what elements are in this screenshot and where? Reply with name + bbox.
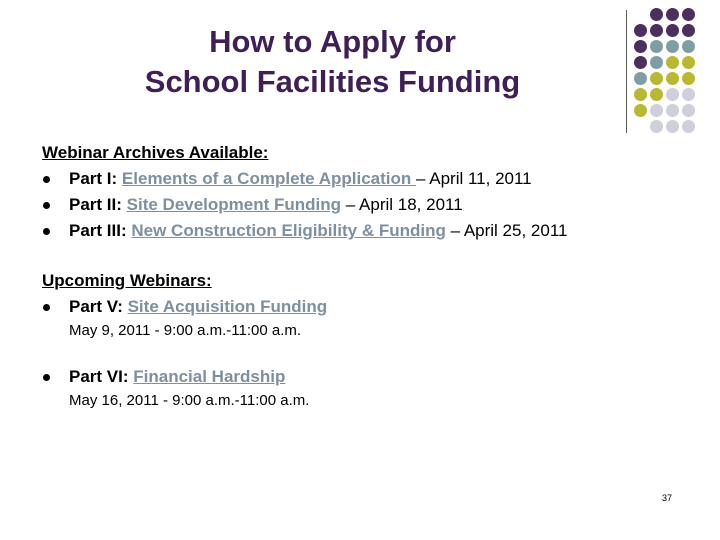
archive-link[interactable]: Site Development Funding — [126, 195, 342, 214]
decorative-dot — [666, 8, 679, 21]
decorative-dot — [634, 72, 647, 85]
decorative-dot — [650, 56, 663, 69]
decorative-dot — [682, 120, 695, 133]
archive-date: – April 25, 2011 — [450, 221, 568, 240]
upcoming-schedule: May 16, 2011 - 9:00 a.m.-11:00 a.m. — [69, 392, 310, 409]
upcoming-item-2 — [42, 364, 702, 390]
archive-date: – April 11, 2011 — [416, 169, 532, 188]
decorative-dot — [666, 104, 679, 117]
bullet-icon — [43, 228, 50, 235]
archive-item-3 — [42, 218, 702, 244]
decorative-divider — [626, 10, 627, 133]
decorative-dot — [682, 104, 695, 117]
bullet-icon — [43, 374, 50, 381]
decorative-dot — [682, 72, 695, 85]
decorative-dot — [666, 72, 679, 85]
decorative-dot — [634, 56, 647, 69]
decorative-dot — [650, 24, 663, 37]
decorative-dot — [682, 40, 695, 53]
slide-title — [60, 22, 605, 102]
upcoming-link[interactable]: Site Acquisition Funding — [127, 297, 328, 316]
title-line-1: How to Apply for — [209, 24, 456, 59]
decorative-dot — [682, 24, 695, 37]
decorative-dot — [682, 56, 695, 69]
decorative-dot — [634, 24, 647, 37]
decorative-dot — [666, 120, 679, 133]
upcoming-schedule: May 9, 2011 - 9:00 a.m.-11:00 a.m. — [69, 322, 302, 339]
decorative-dot — [650, 72, 663, 85]
decorative-dot — [666, 24, 679, 37]
upcoming-link[interactable]: Financial Hardship — [133, 367, 286, 386]
archive-link[interactable]: New Construction Eligibility & Funding — [131, 221, 446, 240]
bullet-icon — [43, 304, 50, 311]
archives-heading: Webinar Archives Available: — [42, 143, 269, 162]
archive-item-1 — [42, 166, 702, 192]
decorative-dot — [666, 40, 679, 53]
decorative-dot — [666, 56, 679, 69]
title-line-2: School Facilities Funding — [144, 64, 521, 99]
decorative-dot — [634, 88, 647, 101]
decorative-dot — [634, 104, 647, 117]
archive-part: Part III: — [69, 221, 127, 240]
upcoming-part: Part VI: — [69, 367, 129, 386]
archive-date: – April 18, 2011 — [345, 195, 463, 214]
archive-part: Part II: — [69, 195, 122, 214]
decorative-dot — [650, 8, 663, 21]
decorative-dot — [650, 120, 663, 133]
decorative-dot — [650, 88, 663, 101]
upcoming-item-1 — [42, 294, 702, 320]
decorative-dot — [634, 40, 647, 53]
decorative-dot — [682, 8, 695, 21]
slide-body — [42, 140, 702, 412]
decorative-dot — [666, 88, 679, 101]
bullet-icon — [43, 176, 50, 183]
decorative-dot — [650, 104, 663, 117]
page-number: 37 — [662, 493, 673, 503]
bullet-icon — [43, 202, 50, 209]
upcoming-heading: Upcoming Webinars: — [42, 271, 212, 290]
upcoming-part: Part V: — [69, 297, 123, 316]
decorative-dot — [650, 40, 663, 53]
archive-part: Part I: — [69, 169, 118, 188]
archive-item-2 — [42, 192, 702, 218]
decorative-dot — [682, 88, 695, 101]
archive-link[interactable]: Elements of a Complete Application — [121, 169, 417, 188]
